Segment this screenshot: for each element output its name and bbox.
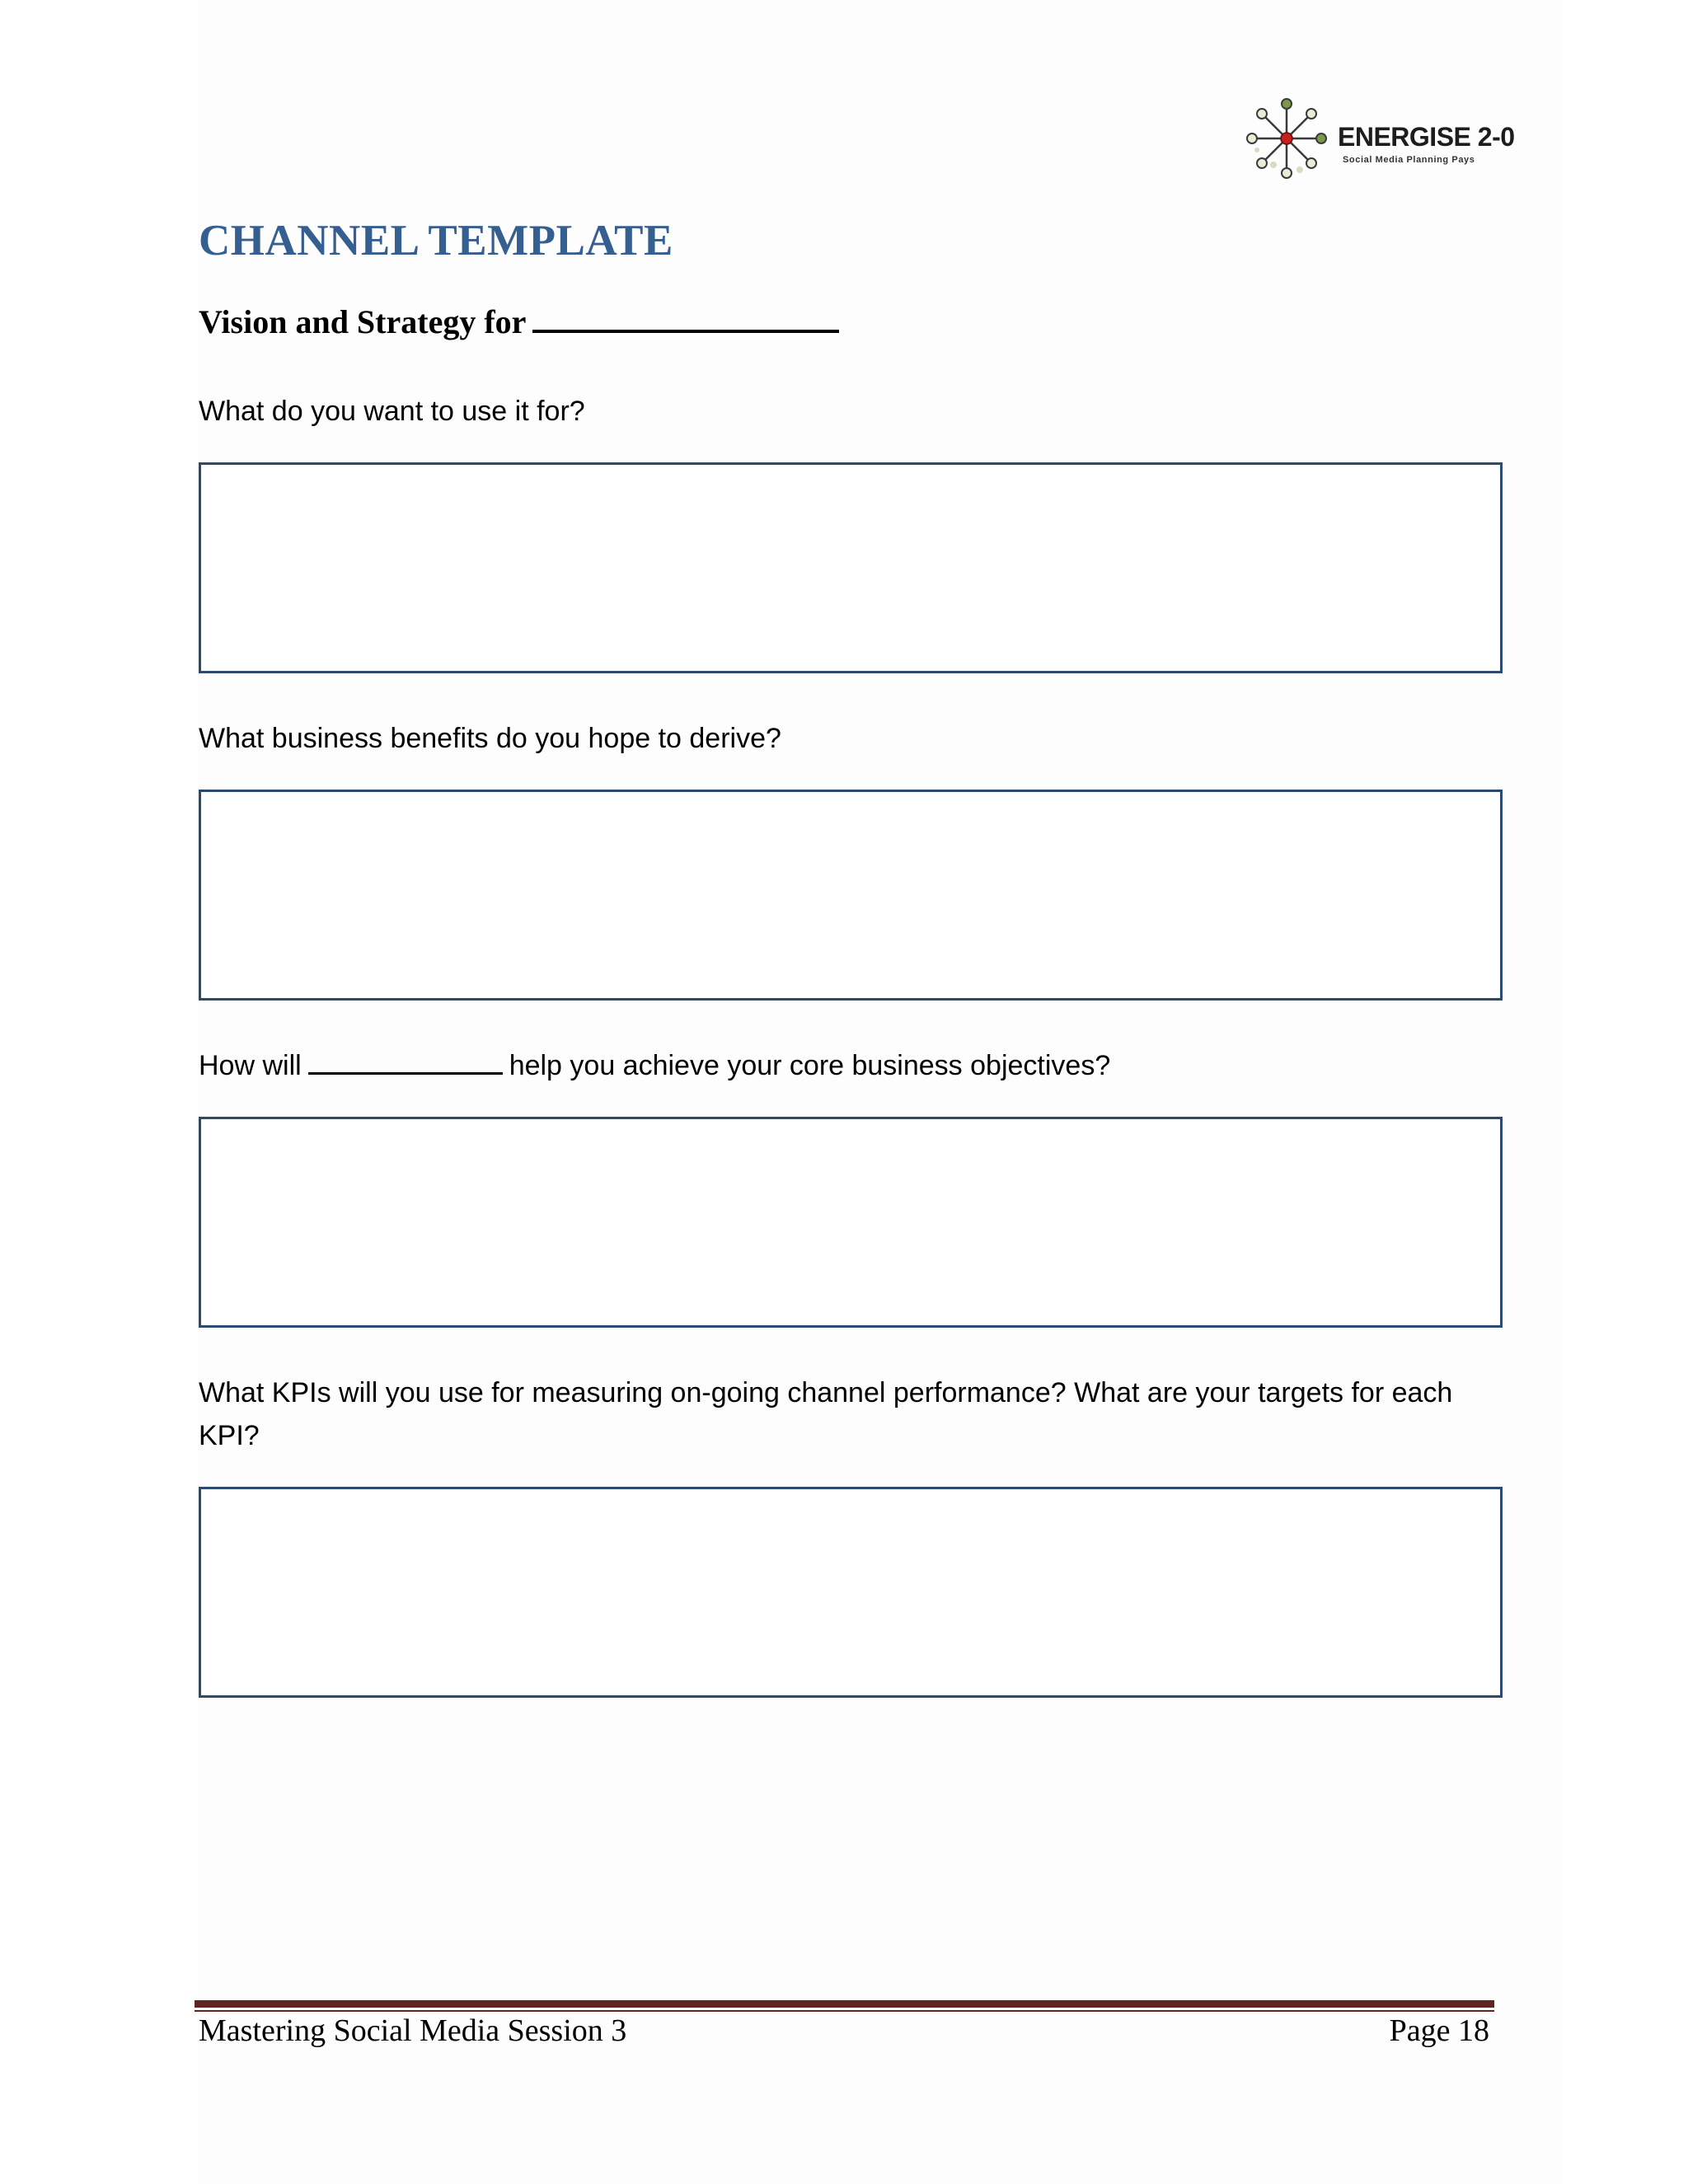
logo-name: ENERGISE 2-0: [1338, 122, 1515, 152]
answer-box-1[interactable]: [199, 462, 1503, 673]
question-3-suffix: help you achieve your core business objectives?: [509, 1050, 1111, 1081]
footer-session-title: Mastering Social Media Session 3: [199, 2013, 627, 2048]
energise-logo: [1240, 92, 1515, 183]
question-2: What business benefits do you hope to derive?: [199, 723, 781, 754]
logo-tagline: Social Media Planning Pays: [1343, 155, 1475, 165]
footer-rule: [195, 2000, 1494, 2008]
channel-name-blank[interactable]: [532, 302, 839, 333]
footer-rule-thin: [195, 2010, 1494, 2012]
channel-name-inline-blank[interactable]: [308, 1051, 503, 1075]
page-number: Page 18: [1389, 2013, 1489, 2048]
answer-box-4[interactable]: [199, 1487, 1503, 1698]
question-4: What KPIs will you use for measuring on-going channel performance? What are your targets for each KPI?: [199, 1377, 1453, 1451]
question-1: What do you want to use it for?: [199, 396, 585, 427]
page-title: CHANNEL TEMPLATE: [199, 217, 673, 265]
question-3-prefix: How will: [199, 1050, 302, 1081]
answer-box-3[interactable]: [199, 1117, 1503, 1328]
answer-box-2[interactable]: [199, 790, 1503, 1001]
subtitle-text: Vision and Strategy for: [199, 303, 527, 340]
question-3: [199, 1044, 1501, 1087]
subtitle: [199, 302, 839, 341]
network-logo-icon: [1240, 92, 1339, 183]
